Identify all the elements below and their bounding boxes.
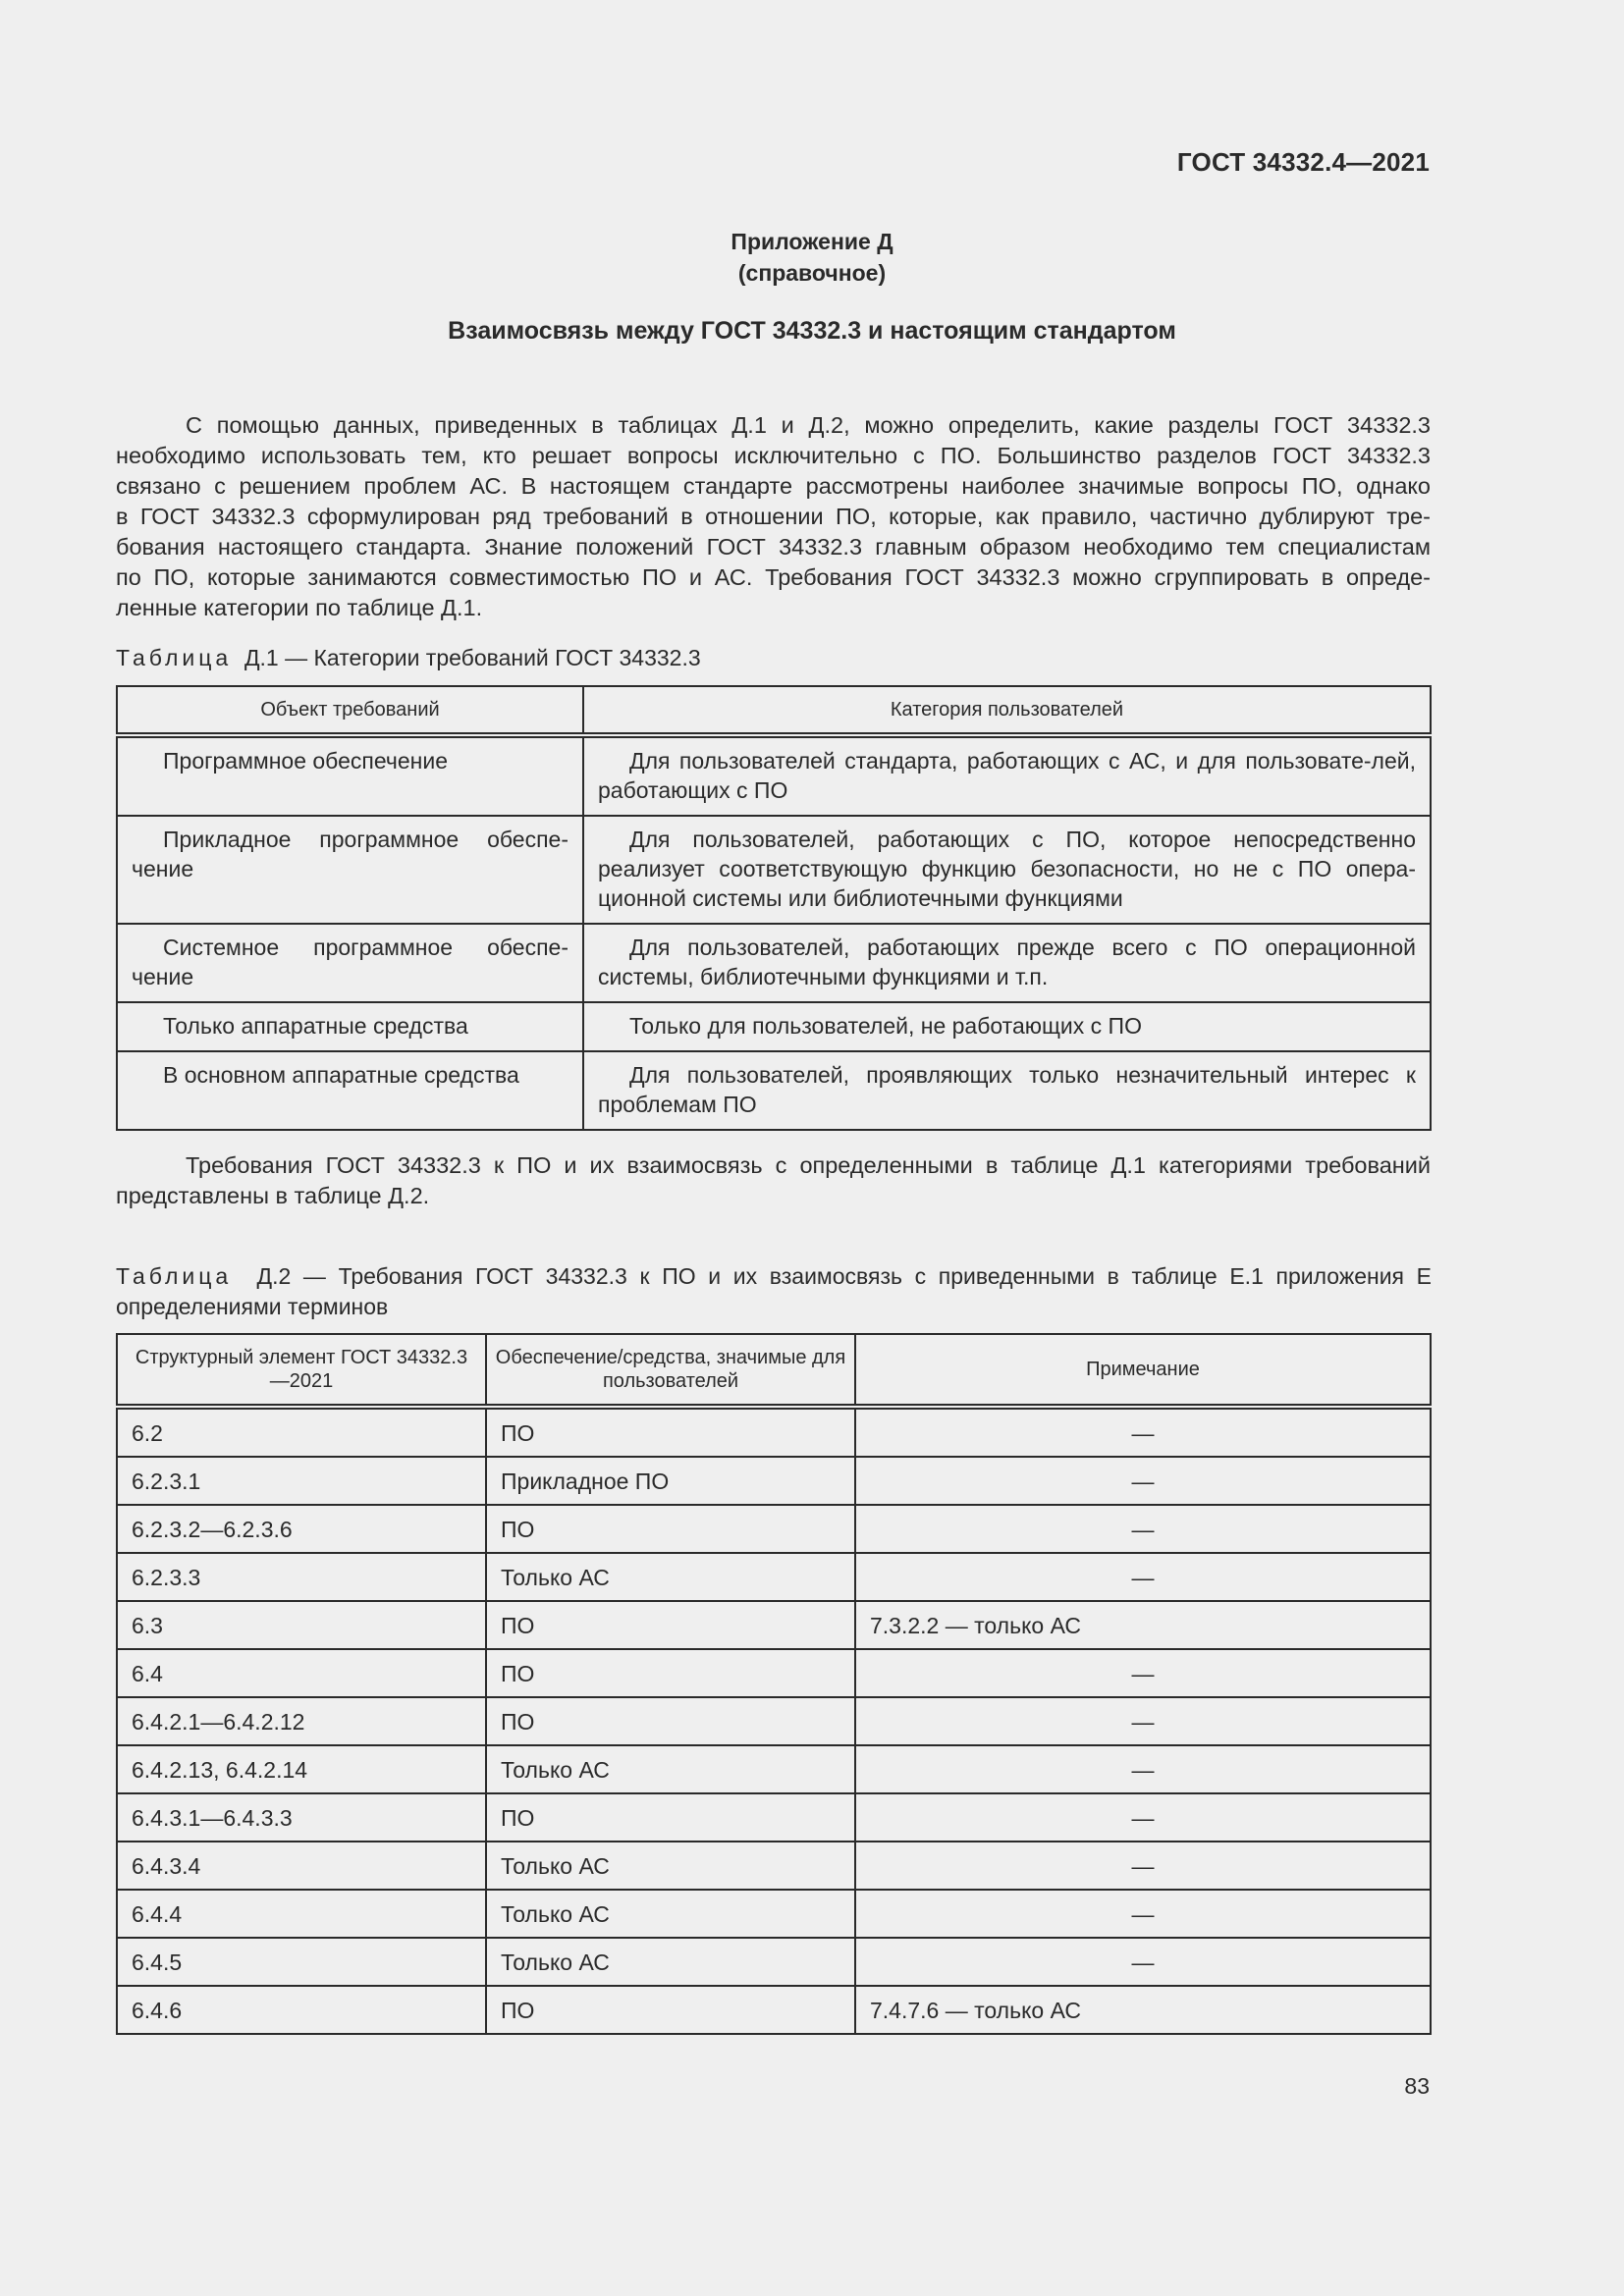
table-cell: —	[855, 1553, 1431, 1601]
table-cell: ПО	[486, 1649, 855, 1697]
table-cell: —	[855, 1457, 1431, 1505]
table-header-row	[117, 1334, 1431, 1407]
table-cell: 6.4	[117, 1649, 486, 1697]
table-cell: Для пользователей, проявляющих только незначительный интерес к проблемам ПО	[583, 1051, 1431, 1130]
table-row	[117, 1793, 1431, 1842]
table-cell: 6.4.6	[117, 1986, 486, 2034]
table-cell: 6.4.2.13, 6.4.2.14	[117, 1745, 486, 1793]
table-row	[117, 1051, 1431, 1130]
table-cell: В основном аппаратные средства	[117, 1051, 583, 1130]
table-cell: 6.4.5	[117, 1938, 486, 1986]
document-code: ГОСТ 34332.4—2021	[1176, 147, 1430, 177]
table-body	[117, 1407, 1431, 2034]
table1-caption-label: Таблица	[116, 645, 233, 670]
table2-caption-label: Таблица	[116, 1263, 233, 1289]
table-cell: 6.2	[117, 1407, 486, 1457]
column-header: Категория пользователей	[583, 686, 1431, 735]
intro-line: по ПО, которые занимаются совместимостью ПО и АС. Требования ГОСТ 34332.3 можно сгруппировать в опреде-	[116, 564, 1431, 590]
middle-line: Требования ГОСТ 34332.3 к ПО и их взаимосвязь с определенными в таблице Д.1 категориями требований	[186, 1152, 1431, 1178]
table-cell: Только аппаратные средства	[117, 1002, 583, 1051]
table-cell: ПО	[486, 1407, 855, 1457]
table-cell: Только АС	[486, 1842, 855, 1890]
table-cell: ПО	[486, 1697, 855, 1745]
table-cell: 6.3	[117, 1601, 486, 1649]
table-row	[117, 1986, 1431, 2034]
table-cell: ПО	[486, 1601, 855, 1649]
intro-paragraph	[116, 410, 1431, 623]
table-cell: ПО	[486, 1793, 855, 1842]
page-number: 83	[1404, 2073, 1430, 2099]
intro-line: ленные категории по таблице Д.1.	[116, 595, 483, 620]
table2-caption-text2: определениями терминов	[116, 1294, 389, 1319]
table-cell: 6.4.3.4	[117, 1842, 486, 1890]
table-row	[117, 1601, 1431, 1649]
table-cell: Прикладное программное обеспе-чение	[117, 816, 583, 924]
table-cell: Только для пользователей, не работающих с ПО	[583, 1002, 1431, 1051]
column-header: Примечание	[855, 1334, 1431, 1407]
table-cell: 6.2.3.2—6.2.3.6	[117, 1505, 486, 1553]
table-row	[117, 816, 1431, 924]
table-cell: Программное обеспечение	[117, 735, 583, 816]
table-cell: Только АС	[486, 1938, 855, 1986]
table-cell: —	[855, 1697, 1431, 1745]
table-cell: —	[855, 1938, 1431, 1986]
table-cell: 6.4.2.1—6.4.2.12	[117, 1697, 486, 1745]
table-requirement-categories	[116, 685, 1432, 1131]
intro-line: С помощью данных, приведенных в таблицах Д.1 и Д.2, можно определить, какие разделы ГОСТ 34332.3	[186, 412, 1431, 438]
column-header: Объект требований	[117, 686, 583, 735]
table-row	[117, 1553, 1431, 1601]
table-row	[117, 1505, 1431, 1553]
table-cell: Для пользователей, работающих с ПО, которое непосредственно реализует соответствующую функцию безопасности, но не с ПО опера-ционной системы или библиотечными функциями	[583, 816, 1431, 924]
table-cell: Для пользователей стандарта, работающих с АС, и для пользовате-лей, работающих с ПО	[583, 735, 1431, 816]
table-cell: —	[855, 1842, 1431, 1890]
table-cell: Для пользователей, работающих прежде всего с ПО операционной системы, библиотечными функциями и т.п.	[583, 924, 1431, 1002]
table-cell: 6.4.4	[117, 1890, 486, 1938]
table2-caption-text: Д.2 — Требования ГОСТ 34332.3 к ПО и их взаимосвязь с приведенными в таблице Е.1 приложения Е	[256, 1263, 1432, 1289]
table-row	[117, 924, 1431, 1002]
table-cell: Только АС	[486, 1745, 855, 1793]
table-cell: Системное программное обеспе-чение	[117, 924, 583, 1002]
intro-line: бования настоящего стандарта. Знание положений ГОСТ 34332.3 главным образом необходимо тем специалистам	[116, 534, 1431, 560]
table-header-row	[117, 686, 1431, 735]
column-header: Структурный элемент ГОСТ 34332.3—2021	[117, 1334, 486, 1407]
table-row	[117, 735, 1431, 816]
table1-caption	[116, 643, 1432, 673]
table-cell: Прикладное ПО	[486, 1457, 855, 1505]
table-row	[117, 1938, 1431, 1986]
table1-caption-text: Д.1 — Категории требований ГОСТ 34332.3	[244, 645, 701, 670]
column-header: Обеспечение/средства, значимые для пользователей	[486, 1334, 855, 1407]
table-cell: —	[855, 1890, 1431, 1938]
table-cell: 7.4.7.6 — только АС	[855, 1986, 1431, 2034]
table-cell: ПО	[486, 1986, 855, 2034]
table-software-requirements	[116, 1333, 1432, 2035]
intro-line: необходимо использовать тем, кто решает вопросы исключительно с ПО. Большинство разделов ГОСТ 34332.3	[116, 443, 1431, 468]
table-row	[117, 1407, 1431, 1457]
table-cell: Только АС	[486, 1553, 855, 1601]
table-row	[117, 1457, 1431, 1505]
middle-line: представлены в таблице Д.2.	[116, 1183, 430, 1208]
intro-line: связано с решением проблем АС. В настоящем стандарте рассмотрены наиболее значимые вопросы ПО, однако	[116, 473, 1431, 499]
table-row	[117, 1842, 1431, 1890]
section-title: Взаимосвязь между ГОСТ 34332.3 и настоящим стандартом	[448, 317, 1176, 345]
middle-paragraph	[116, 1150, 1431, 1211]
annex-type: (справочное)	[737, 260, 887, 286]
table-cell: 6.4.3.1—6.4.3.3	[117, 1793, 486, 1842]
table-row	[117, 1002, 1431, 1051]
intro-line: в ГОСТ 34332.3 сформулирован ряд требований в отношении ПО, которые, как правило, частично дублируют тре-	[116, 504, 1431, 529]
table-cell: —	[855, 1505, 1431, 1553]
table-cell: 7.3.2.2 — только АС	[855, 1601, 1431, 1649]
table-row	[117, 1697, 1431, 1745]
table2-caption	[116, 1261, 1432, 1322]
table-cell: 6.2.3.1	[117, 1457, 486, 1505]
table-row	[117, 1745, 1431, 1793]
table-row	[117, 1649, 1431, 1697]
table-cell: ПО	[486, 1505, 855, 1553]
table-cell: Только АС	[486, 1890, 855, 1938]
table-cell: —	[855, 1793, 1431, 1842]
table-cell: 6.2.3.3	[117, 1553, 486, 1601]
table-row	[117, 1890, 1431, 1938]
table-cell: —	[855, 1649, 1431, 1697]
table-cell: —	[855, 1745, 1431, 1793]
table-cell: —	[855, 1407, 1431, 1457]
annex-title: Приложение Д	[731, 229, 893, 254]
annex-heading	[0, 226, 1624, 289]
